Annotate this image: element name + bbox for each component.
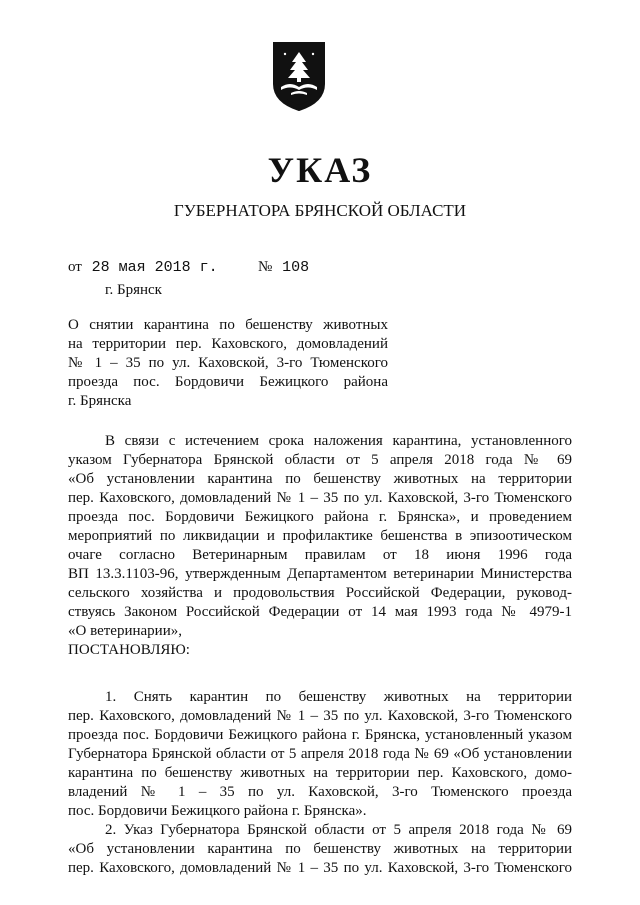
- preamble-line: мероприятий по ликвидации и профилактике бешенства в эпизоотическом: [68, 528, 572, 544]
- subject-line: О снятии карантина по бешенству животных: [68, 317, 388, 333]
- subject-line: г. Брянска: [68, 393, 132, 409]
- preamble-line: пер. Каховского, домовладений № 1 – 35 по ул. Каховской, 3-го Тюменского: [68, 490, 572, 506]
- decree-subject: [68, 316, 388, 411]
- decree-date: [68, 257, 218, 278]
- item-line: владений № 1 – 35 по ул. Каховской, 3-го Тюменского проезда: [68, 784, 572, 800]
- preamble-line: «Об установлении карантина по бешенству животных на территории: [68, 471, 572, 487]
- preamble-line: ВП 13.3.1103-96, утвержденным Департаментом ветеринарии Министерства: [68, 566, 572, 582]
- item-line: проезда пос. Бордовичи Бежицкого района г. Брянска, установленный указом: [68, 727, 572, 743]
- preamble-line: «О ветеринарии»,: [68, 623, 182, 639]
- item-line: пер. Каховского, домовладений № 1 – 35 по ул. Каховской, 3-го Тюменского: [68, 860, 572, 876]
- item-line: 2. Указ Губернатора Брянской области от 5 апреля 2018 года № 69: [105, 822, 572, 838]
- preamble: [68, 432, 572, 641]
- decree-number: [258, 257, 309, 278]
- document-title: УКАЗ: [267, 150, 373, 190]
- item-line: «Об установлении карантина по бешенству животных на территории: [68, 841, 572, 857]
- decree-city: г. Брянск: [105, 282, 162, 298]
- date-value: 28 мая 2018 г.: [91, 259, 218, 276]
- preamble-line: сельского хозяйства и продовольствия Российской Федерации, руковод-: [68, 585, 572, 601]
- item-1: [68, 688, 572, 821]
- date-prefix: от: [68, 259, 82, 275]
- decree-body: [68, 432, 572, 878]
- resolve-heading: ПОСТАНОВЛЯЮ:: [68, 642, 190, 658]
- item-line: пер. Каховского, домовладений № 1 – 35 по ул. Каховской, 3-го Тюменского: [68, 708, 572, 724]
- item-line: пос. Бордовичи Бежицкого района г. Брянска».: [68, 803, 367, 819]
- item-line: 1. Снять карантин по бешенству животных на территории: [105, 689, 572, 705]
- preamble-line: проезда пос. Бордовичи Бежицкого района г. Брянска», и проведением: [68, 509, 572, 525]
- preamble-line: указом Губернатора Брянской области от 5 апреля 2018 года № 69: [68, 452, 572, 468]
- number-prefix: №: [258, 259, 273, 275]
- preamble-line: ствуясь Законом Российской Федерации от 14 мая 1993 года № 4979-1: [68, 604, 572, 620]
- subject-line: № 1 – 35 по ул. Каховской, 3-го Тюменского: [68, 355, 388, 371]
- document-subtitle: ГУБЕРНАТОРА БРЯНСКОЙ ОБЛАСТИ: [173, 201, 467, 220]
- subject-line: проезда пос. Бордовичи Бежицкого района: [68, 374, 388, 390]
- number-value: 108: [282, 259, 310, 276]
- coat-of-arms-icon: [271, 40, 327, 112]
- item-line: Губернатора Брянской области от 5 апреля 2018 года № 69 «Об установлении: [68, 746, 572, 762]
- item-line: карантина по бешенству животных на территории пер. Каховского, домо-: [68, 765, 572, 781]
- preamble-line: В связи с истечением срока наложения карантина, установленного: [105, 433, 572, 449]
- item-2: [68, 821, 572, 878]
- subject-line: на территории пер. Каховского, домовладений: [68, 336, 388, 352]
- preamble-line: очаге согласно Ветеринарным правилам от 18 июня 1996 года: [68, 547, 572, 563]
